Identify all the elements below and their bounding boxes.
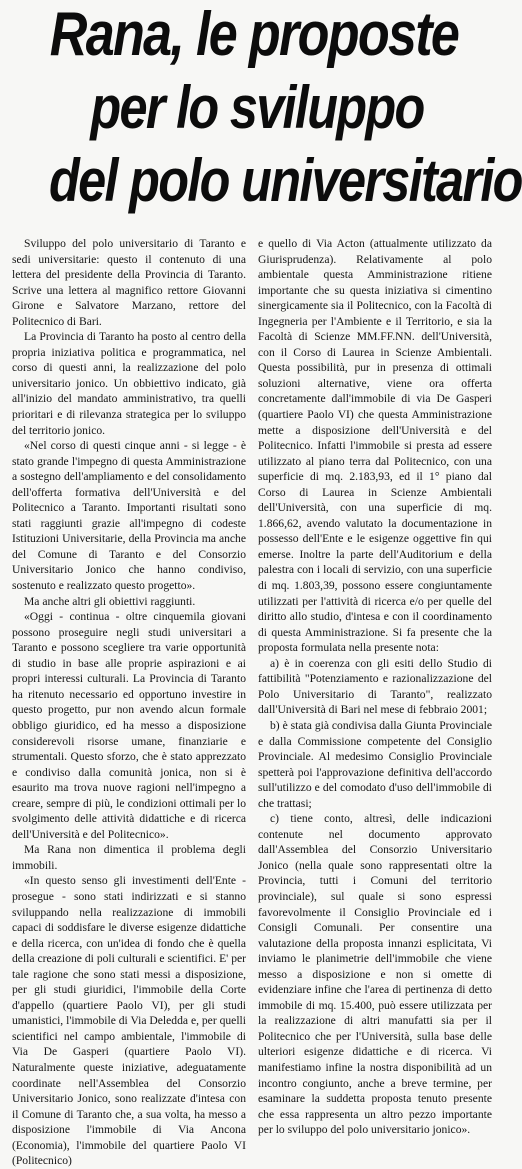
paragraph: a) è in coerenza con gli esiti dello Studio di fattibilità "Potenziamento e razionalizzazione del Polo Universitario di Taranto", realizzato dall'Università di Bari nel mese di febbraio 2001; (258, 656, 492, 717)
paragraph: Sviluppo del polo universitario di Taranto e sedi universitarie: questo il contenuto di una lettera del presidente della Provincia di Taranto. Scrive una lettera al magnifico rettore Giovanni Girone e Salvatore Marzano, rettore del Politecnico di Bari. (12, 237, 246, 328)
paragraph: b) è stata già condivisa dalla Giunta Provinciale e dalla Commissione competente del Consiglio Provinciale. Al medesimo Consiglio Provinciale spetterà poi l'approvazione definitiva dell'accordo sull'utilizzo e del comodato d'uso dell'immobile di che trattasi; (258, 718, 492, 810)
article-body (12, 236, 492, 1168)
paragraph: Ma Rana non dimentica il problema degli immobili. (12, 843, 246, 872)
paragraph: e quello di Via Acton (attualmente utilizzato da Giurisprudenza). Relativamente al polo ambientale questa Amministrazione ritiene importante che su questa iniziativa si cimentino sinergicamente sia il Politecnico, con la Facoltà di Ingegneria per l'Ambiente e il Territorio, e sia la Facoltà di Scienze MM.FF.NN. dell'Università, con il Corso di Laurea in Scienze Ambientali. Questa possibilità, pur in presenza di ottimali soluzioni alternative, viene ora offerta concretamente dall'immobile di via De Gasperi (quartiere Paolo VI) che questa Amministrazione mette a disposizione dell'Università e del Politecnico. Infatti l'immobile si presta ad essere utilizzato al piano terra dal Politecnico, con una superficie di mq. 2.183,93, ed il 1° piano dal Corso di Laurea in Scienze Ambientali dell'Università, con una superficie di mq. 1.866,62, avendo valutato la documentazione in possesso dell'Ente e le esigenze oggettive fin qui emerse. Inoltre la parte dell'Auditorium e della palestra con i locali di servizio, con una superficie di mq. 1.803,39, possono essere congiuntamente utilizzati per l'attività di ricerca e/o per quelle del diritto allo studio, d'intesa e con il coordinamento di questa Amministrazione. Si fa presente che la proposta formulata nella presente nota: (258, 237, 492, 655)
right-column (258, 236, 492, 1137)
paragraph: «In questo senso gli investimenti dell'Ente - prosegue - sono stati indirizzati e si stanno sviluppando nella realizzazione di immobili capaci di soddisfare le diverse esigenze didattiche e della ricerca, con un'idea di fondo che è quella della creazione di poli culturali e scientifici. E' per tale ragione che sono stati messi a disposizione, per gli studi giuridici, l'immobile della Corte d'appello (quartiere Paolo VI), per gli studi umanistici, l'immobile di Via Deledda e, per quelli scientifici nel campo ambientale, l'immobile di Via De Gasperi (quartiere Paolo VI). Naturalmente queste iniziative, adeguatamente coordinate nell'Assemblea del Consorzio Universitario Jonico, sono realizzate d'intesa con il Comune di Taranto che, a sua volta, ha messo a disposizione l'immobile di Via Ancona (Economia), l'immobile del quartiere Paolo VI (Politecnico) (12, 874, 246, 1168)
paragraph: c) tiene conto, altresì, delle indicazioni contenute nel documento approvato dall'Assemblea del Consorzio Universitario Jonico (nella quale sono rappresentati oltre la Provincia, tutti i Comuni del territorio provinciale), sul quale si sono espressi favorevolmente il Consiglio Provinciale ed i Consigli Comunali. Per consentire una valutazione della proposta innanzi esplicitata, Vi inviamo le planimetrie dell'immobile che viene messo a disposizione e non si omette di evidenziare infine che l'area di pertinenza di detto immobile di mq. 15.400, può essere utilizzata per la realizzazione di altri manufatti sia per il Politecnico che per l'Università, sulla base delle ulteriori esigenze didattiche e di ricerca. Vi manifestiamo infine la nostra disponibilità ad un incontro congiunto, anche a breve termine, per esaminare la suddetta proposta tenuto presente che essa rappresenta un altro pezzo importante per lo sviluppo del polo universitario jonico». (258, 812, 492, 1137)
headline-line-2: per lo sviluppo (90, 74, 424, 141)
headline-line-3: del polo universitario (49, 147, 522, 214)
paragraph: Ma anche altri gli obiettivi raggiunti. (24, 594, 196, 608)
headline-line-1: Rana, le proposte (49, 0, 459, 69)
paragraph: La Provincia di Taranto ha posto al centro della propria iniziativa politica e programmatica, nel corso di questi anni, la realizzazione del polo universitario jonico. Un obbiettivo indicato, già all'inizio del mandato amministrativo, tra quelli prioritari e di rilevanza strategica per lo sviluppo del territorio jonico. (12, 330, 246, 437)
headline (0, 0, 522, 228)
paragraph: «Nel corso di questi cinque anni - si legge - è stato grande l'impegno di questa Amministrazione a sostegno dell'ampliamento e del consolidamento dell'offerta formativa dell'Università e del Politecnico a Taranto. Importanti risultati sono stati raggiunti grazie all'impegno di codeste Istituzioni Universitarie, della Provincia ma anche del Comune di Taranto e del Consorzio Universitario Jonico che hanno condiviso, sostenuto e realizzato questo progetto». (12, 439, 246, 593)
paragraph: «Oggi - continua - oltre cinquemila giovani possono proseguire negli studi universitari a Taranto e possono scegliere tra varie opportunità di studio in base alle proprie aspirazioni e ai propri interessi culturali. La Provincia di Taranto ha ritenuto necessario ed opportuno investire in questo progetto, pur non avendo alcun formale obbligo giuridico, ed ha messo a disposizione considerevoli risorse umane, finanziarie e strumentali. Questo sforzo, che è stato apprezzato e condiviso dalla comunità jonica, non si è esaurito ma trova nuove ragioni nell'impegno a creare, sempre di più, le condizioni ottimali per lo svolgimento delle attività didattiche e di ricerca dell'Università e del Politecnico». (12, 610, 246, 841)
left-column (12, 236, 246, 1168)
